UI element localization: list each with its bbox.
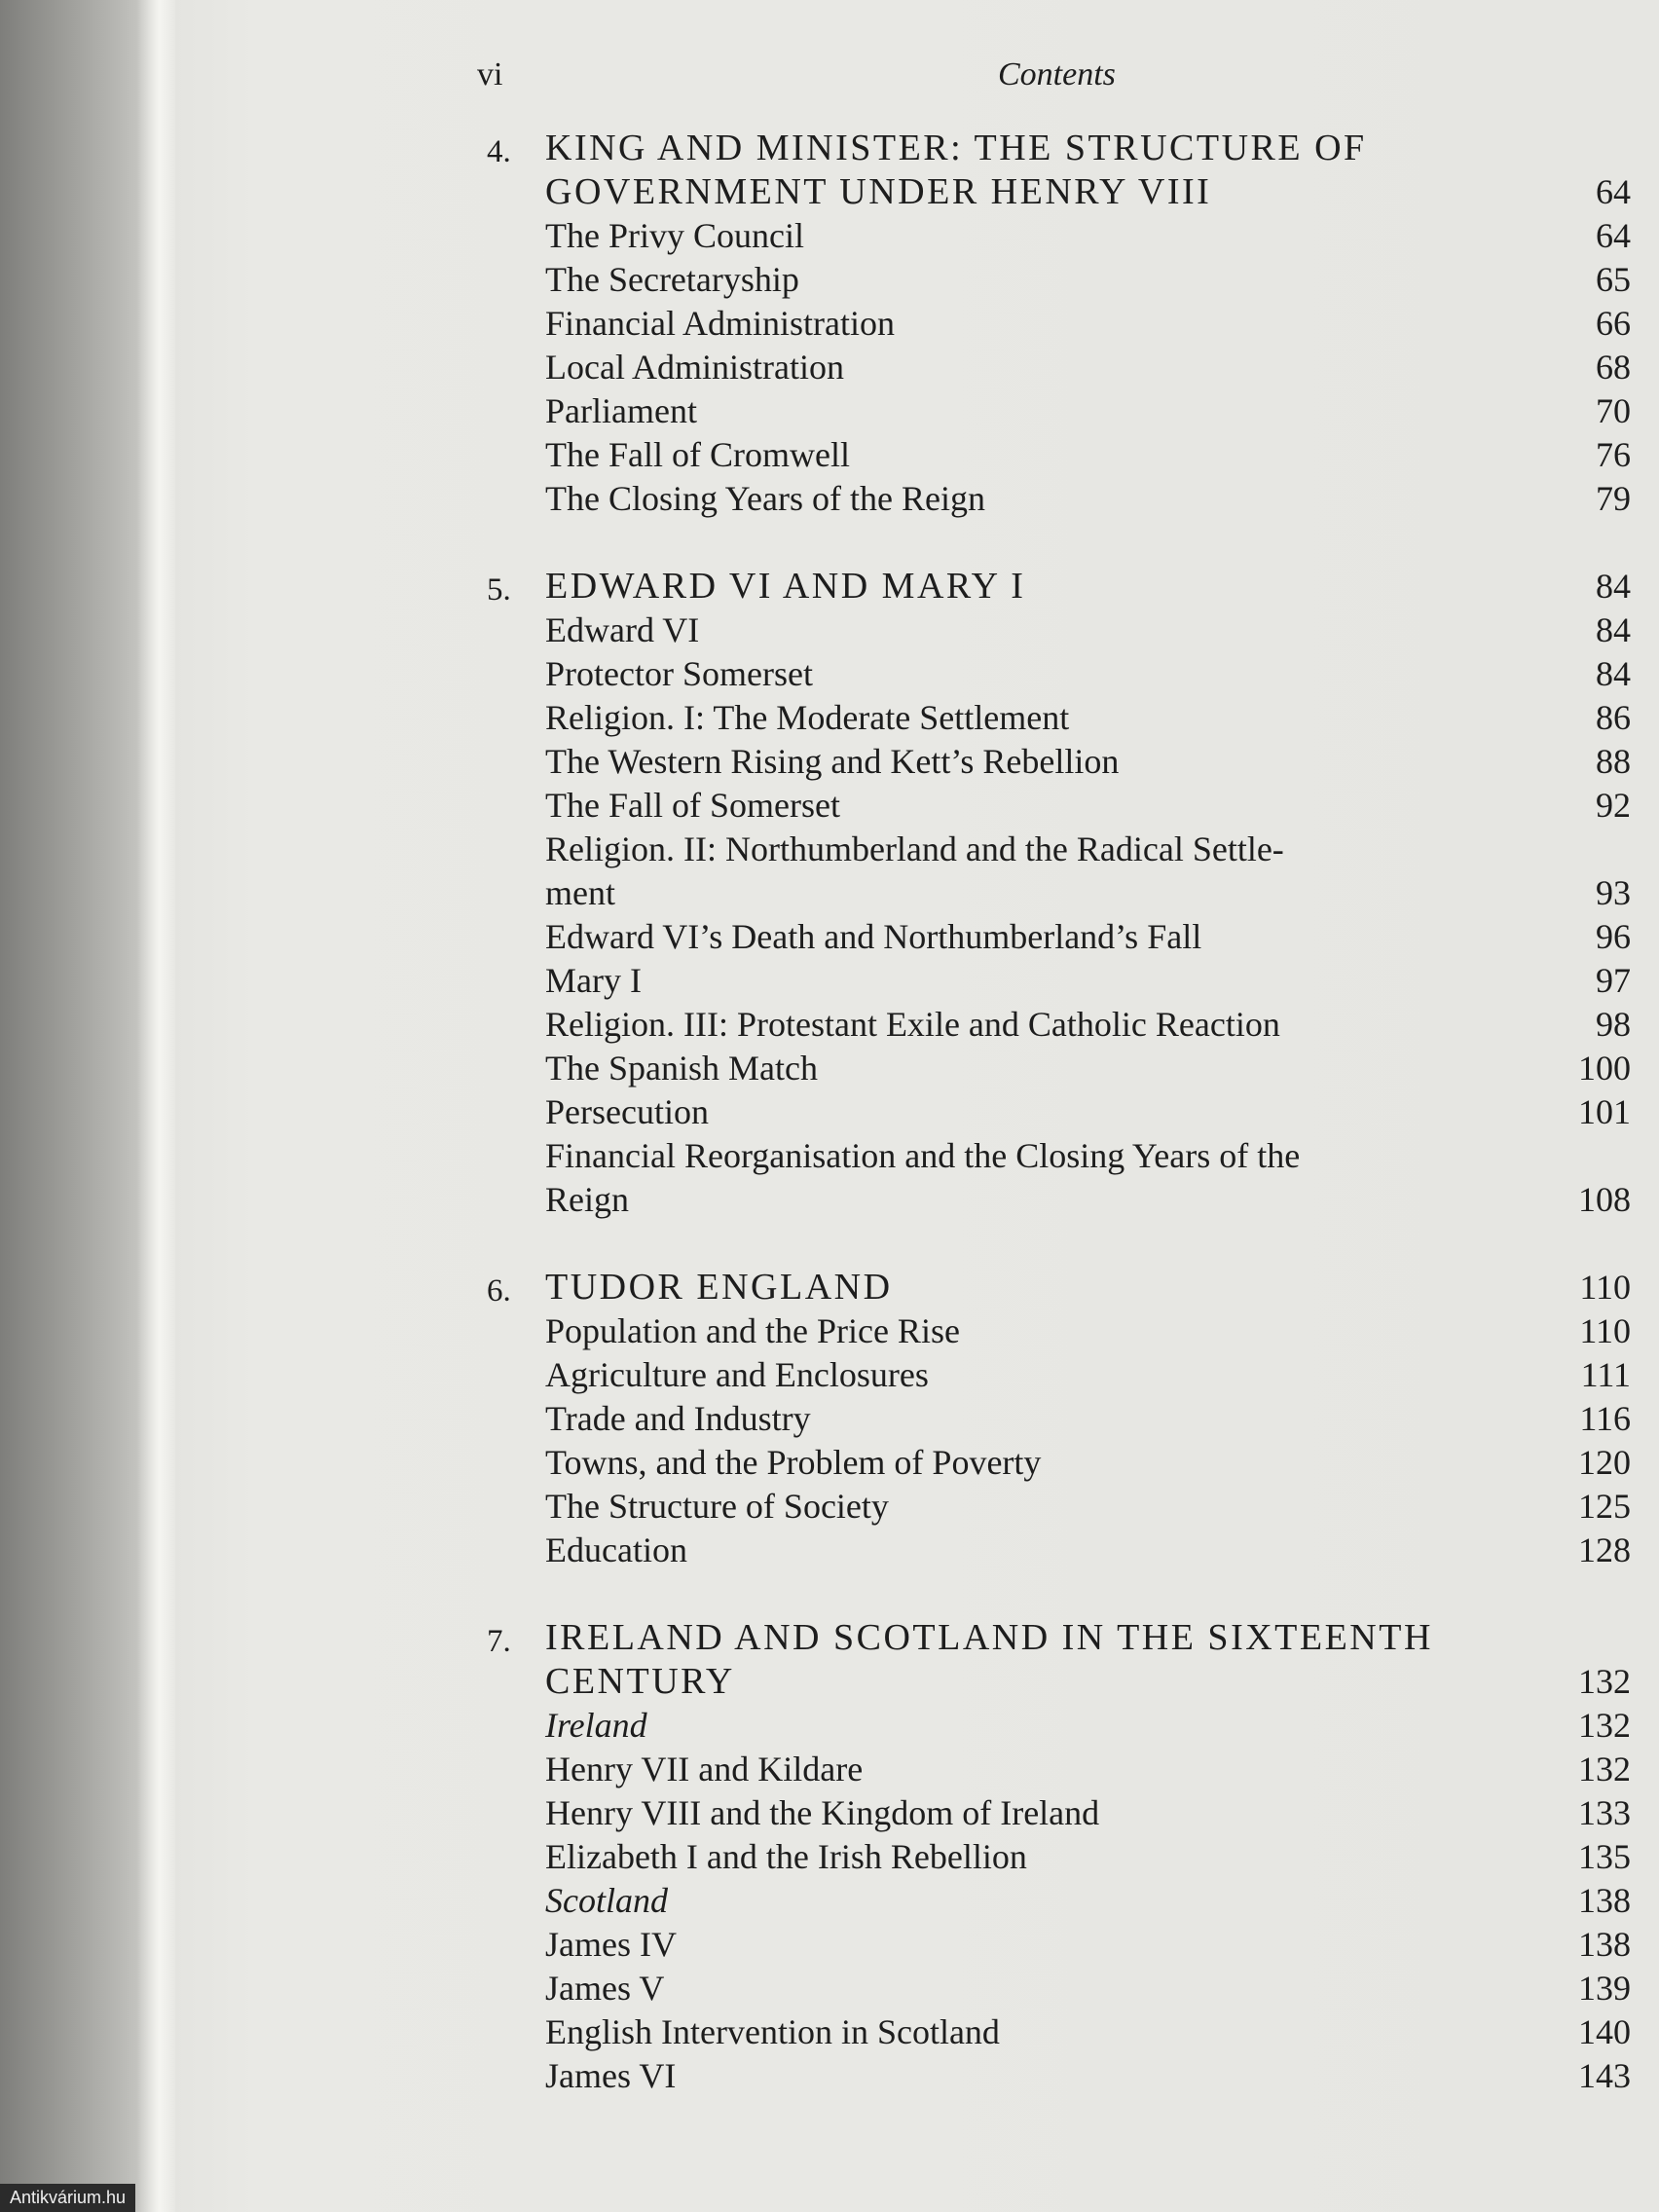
chapter-heading[interactable] [487,127,1631,214]
toc-entry-label: The Structure of Society [545,1487,889,1526]
toc-entry-label: James IV [545,1925,677,1964]
toc-entry[interactable] [487,1704,1631,1748]
toc-entry-label: Trade and Industry [545,1399,811,1438]
toc-entry-page-number: 100 [1578,1049,1631,1088]
chapter-page-number: 64 [1596,172,1631,211]
toc-entry-label: Protector Somerset [545,654,813,693]
folio: vi [477,56,503,92]
chapter-heading[interactable] [487,1616,1631,1704]
toc-entry[interactable] [487,1529,1631,1572]
chapter-title-line: KING AND MINISTER: THE STRUCTURE OF [545,128,1367,168]
toc-entry-page-number: 79 [1596,479,1631,518]
running-title: Contents [998,56,1116,92]
toc-entry[interactable] [487,740,1631,784]
toc-entry-page-number: 116 [1579,1399,1631,1438]
toc-entry-page-number: 138 [1578,1881,1631,1920]
toc-entry-page-number: 135 [1578,1837,1631,1876]
toc-entry-label: The Fall of Cromwell [545,435,850,474]
chapter-7 [487,1616,1631,2098]
toc-entry-label: Religion. III: Protestant Exile and Catholic Reaction [545,1005,1280,1044]
toc-entry-label: Religion. II: Northumberland and the Radical Settle- [545,830,1284,868]
chapter-page-number: 132 [1578,1662,1631,1701]
toc-entry[interactable] [487,1485,1631,1529]
toc-entry-label: Population and the Price Rise [545,1311,960,1350]
toc-entry[interactable] [487,1967,1631,2010]
chapter-number: 7. [487,1624,511,1659]
toc-entry[interactable] [487,784,1631,828]
toc-entry-page-number: 65 [1596,260,1631,299]
toc-entry-page-number: 140 [1578,2012,1631,2051]
toc-entry[interactable] [487,1879,1631,1923]
toc-entry-page-number: 132 [1578,1750,1631,1788]
toc-entry-label: Persecution [545,1092,709,1131]
running-header [477,56,1626,105]
toc-entry[interactable] [487,258,1631,302]
watermark: Antikvárium.hu [0,2184,135,2212]
toc-entry[interactable] [487,346,1631,389]
chapter-gap [487,1572,1631,1616]
toc-entry[interactable] [487,696,1631,740]
toc-entry-page-number: 96 [1596,917,1631,956]
toc-entry-label: Elizabeth I and the Irish Rebellion [545,1837,1027,1876]
toc-entry[interactable] [487,2010,1631,2054]
chapter-5 [487,565,1631,1222]
toc-entry-page-number: 110 [1579,1311,1631,1350]
chapter-title-line: IRELAND AND SCOTLAND IN THE SIXTEENTH [545,1617,1433,1658]
toc-entry-page-number: 86 [1596,698,1631,737]
toc-entry-label: Mary I [545,961,642,1000]
toc-entry[interactable] [487,1441,1631,1485]
toc-entry-page-number: 101 [1578,1092,1631,1131]
toc-entry-page-number: 108 [1578,1180,1631,1219]
table-of-contents [487,127,1631,2098]
toc-entry-page-number: 88 [1596,742,1631,781]
chapter-heading[interactable] [487,565,1631,608]
toc-entry[interactable] [487,1309,1631,1353]
toc-entry-label: The Fall of Somerset [545,786,840,825]
toc-entry-page-number: 64 [1596,216,1631,255]
chapter-number: 5. [487,572,511,608]
toc-entry[interactable] [487,389,1631,433]
toc-entry-page-number: 70 [1596,391,1631,430]
toc-entry-label: Agriculture and Enclosures [545,1355,929,1394]
toc-entry[interactable] [487,1047,1631,1090]
toc-entry[interactable] [487,477,1631,521]
toc-entry[interactable] [487,1090,1631,1134]
toc-entry-page-number: 76 [1596,435,1631,474]
toc-entry-label: Towns, and the Problem of Poverty [545,1443,1042,1482]
chapter-4 [487,127,1631,521]
toc-entry[interactable] [487,1003,1631,1047]
toc-entry-page-number: 128 [1578,1530,1631,1569]
toc-entry[interactable] [487,652,1631,696]
chapter-heading[interactable] [487,1266,1631,1309]
toc-entry[interactable] [487,1353,1631,1397]
chapter-number: 6. [487,1273,511,1309]
toc-entry-page-number: 97 [1596,961,1631,1000]
toc-entry[interactable] [487,1923,1631,1967]
toc-entry[interactable] [487,828,1631,915]
toc-entry-page-number: 133 [1578,1793,1631,1832]
toc-entry[interactable] [487,608,1631,652]
chapter-title-line: TUDOR ENGLAND [545,1267,893,1308]
toc-entry-label: Edward VI’s Death and Northumberland’s Fall [545,917,1202,956]
toc-entry-label: James V [545,1969,665,2008]
toc-entry-page-number: 92 [1596,786,1631,825]
toc-entry[interactable] [487,214,1631,258]
chapter-title-line: GOVERNMENT UNDER HENRY VIII [545,171,1212,212]
chapter-6 [487,1266,1631,1572]
page-edge [136,0,175,2212]
toc-entry-label: Financial Reorganisation and the Closing Years of the [545,1136,1301,1175]
toc-entry-label-continued: ment [545,873,615,912]
chapter-gap [487,521,1631,565]
toc-entry-page-number: 120 [1578,1443,1631,1482]
toc-entry-label: Parliament [545,391,697,430]
toc-entry-page-number: 139 [1578,1969,1631,2008]
toc-entry-label: English Intervention in Scotland [545,2012,1000,2051]
toc-entry-page-number: 143 [1578,2056,1631,2095]
chapter-page-number: 84 [1596,567,1631,606]
toc-entry[interactable] [487,302,1631,346]
toc-entry-label: The Spanish Match [545,1049,818,1088]
toc-entry-label: Edward VI [545,610,700,649]
toc-entry-label: The Closing Years of the Reign [545,479,985,518]
toc-entry[interactable] [487,1791,1631,1835]
toc-entry-page-number: 125 [1578,1487,1631,1526]
toc-entry[interactable] [487,1748,1631,1791]
toc-entry-page-number: 84 [1596,654,1631,693]
toc-entry-page-number: 111 [1580,1355,1631,1394]
toc-entry-page-number: 93 [1596,873,1631,912]
toc-entry-page-number: 98 [1596,1005,1631,1044]
toc-entry-label: Local Administration [545,348,844,387]
toc-entry[interactable] [487,1835,1631,1879]
toc-entry-label-continued: Reign [545,1180,629,1219]
chapter-gap [487,1222,1631,1266]
toc-entry-label: Education [545,1530,687,1569]
toc-entry-label: James VI [545,2056,677,2095]
toc-entry-page-number: 132 [1578,1706,1631,1745]
chapter-page-number: 110 [1579,1268,1631,1307]
toc-entry-label: Henry VIII and the Kingdom of Ireland [545,1793,1100,1832]
toc-entry-label: Religion. I: The Moderate Settlement [545,698,1070,737]
chapter-number: 4. [487,134,511,169]
toc-entry-label: Henry VII and Kildare [545,1750,864,1788]
chapter-title-line: EDWARD VI AND MARY I [545,566,1026,607]
toc-entry[interactable] [487,959,1631,1003]
toc-entry-label: Ireland [545,1706,647,1745]
toc-entry[interactable] [487,1397,1631,1441]
toc-entry[interactable] [487,433,1631,477]
toc-entry-page-number: 84 [1596,610,1631,649]
toc-entry[interactable] [487,915,1631,959]
toc-entry-page-number: 68 [1596,348,1631,387]
toc-entry-page-number: 66 [1596,304,1631,343]
toc-entry-label: The Privy Council [545,216,804,255]
toc-entry-label: The Western Rising and Kett’s Rebellion [545,742,1120,781]
toc-entry-label: Scotland [545,1881,668,1920]
toc-entry-label: The Secretaryship [545,260,799,299]
toc-entry[interactable] [487,1134,1631,1222]
toc-entry-label: Financial Administration [545,304,895,343]
chapter-title-line: CENTURY [545,1661,735,1702]
toc-entry-page-number: 138 [1578,1925,1631,1964]
toc-entry[interactable] [487,2054,1631,2098]
